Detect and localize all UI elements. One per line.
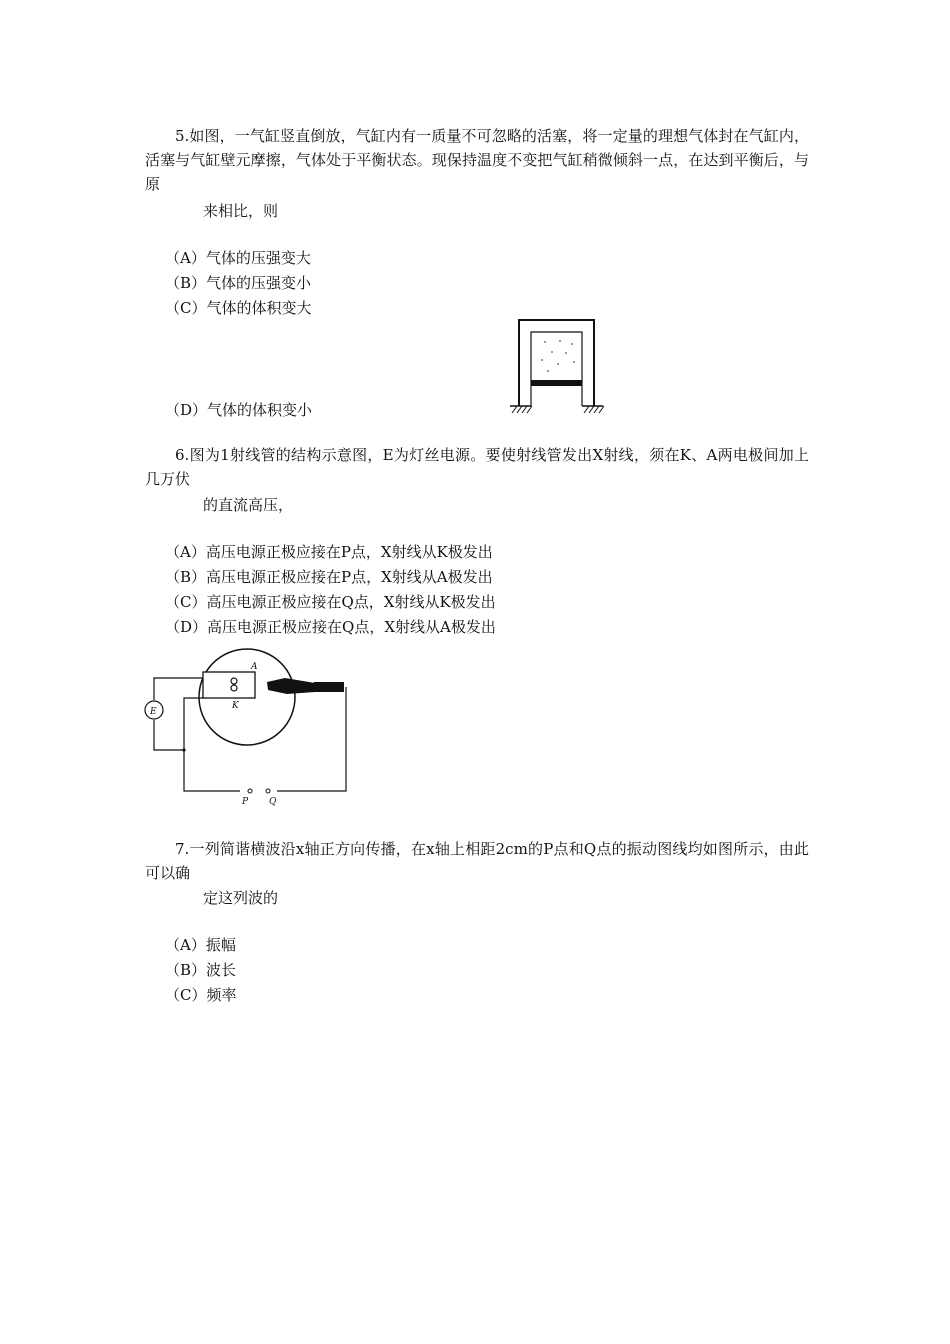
- q5-option-c: （C）气体的体积变大: [165, 299, 312, 317]
- label-a: A: [251, 662, 258, 672]
- xray-tube-figure: [140, 638, 360, 808]
- label-p: P: [242, 797, 249, 807]
- q6-stem: 6.图为1射线管的结构示意图，E为灯丝电源。要使射线管发出X射线，须在K、A两电极间加上几万伏: [145, 446, 809, 488]
- piston: [531, 380, 582, 386]
- q6-stem-continuation: 的直流高压，: [203, 496, 294, 514]
- q6-option-c: （C）高压电源正极应接在Q点，X射线从K极发出: [165, 593, 496, 611]
- q5-option-d: （D）气体的体积变小: [165, 401, 313, 419]
- anode-target: [267, 678, 315, 694]
- q6-option-d: （D）高压电源正极应接在Q点，X射线从A极发出: [165, 618, 496, 636]
- q7-option-c: （C）频率: [165, 986, 237, 1004]
- q7-stem: 7.一列简谐横波沿x轴正方向传播，在x轴上相距2cm的P点和Q点的振动图线均如图所示，由此可以确: [145, 840, 809, 882]
- q5-stem-continuation: 来相比，则: [203, 202, 279, 220]
- q6-option-a: （A）高压电源正极应接在P点，X射线从K极发出: [165, 543, 493, 561]
- q5-option-b: （B）气体的压强变小: [165, 274, 312, 292]
- q6-option-b: （B）高压电源正极应接在P点，X射线从A极发出: [165, 568, 493, 586]
- gas-particles: [541, 340, 575, 372]
- label-e: E: [150, 707, 157, 717]
- ground-hatch: [512, 406, 604, 413]
- q5-option-a: （A）气体的压强变大: [165, 249, 311, 267]
- cylinder-figure: [500, 314, 610, 424]
- q7-option-b: （B）波长: [165, 961, 237, 979]
- q5-stem: 5.如图，一气缸竖直倒放，气缸内有一质量不可忽略的活塞，将一定量的理想气体封在气缸内，活塞与气缸壁元摩擦，气体处于平衡状态。现保持温度不变把气缸稍微倾斜一点，在达到平衡后，与原: [145, 127, 809, 193]
- q7-option-a: （A）振幅: [165, 936, 236, 954]
- label-q: Q: [269, 797, 277, 807]
- q7-stem-continuation: 定这列波的: [203, 889, 279, 907]
- label-k: K: [232, 701, 239, 711]
